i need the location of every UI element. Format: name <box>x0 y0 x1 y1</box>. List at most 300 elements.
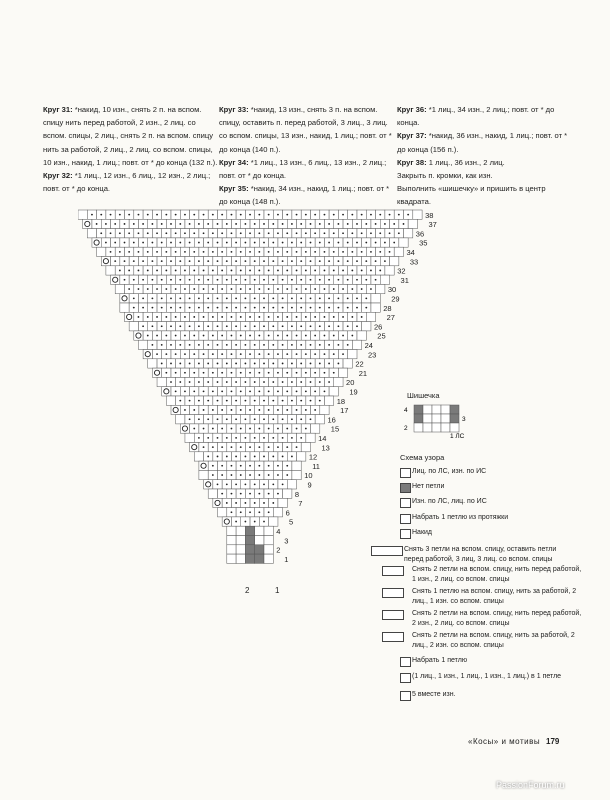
purl-dot <box>235 363 237 365</box>
purl-dot <box>351 316 353 318</box>
purl-dot <box>128 288 130 290</box>
purl-dot <box>207 279 209 281</box>
purl-dot <box>198 260 200 262</box>
purl-dot <box>226 502 228 504</box>
purl-dot <box>105 242 107 244</box>
instruction-paragraph <box>43 103 218 169</box>
purl-dot <box>277 251 279 253</box>
purl-dot <box>207 297 209 299</box>
purl-dot <box>384 260 386 262</box>
purl-dot <box>231 270 233 272</box>
purl-dot <box>152 344 154 346</box>
purl-dot <box>258 288 260 290</box>
instructions-column-3 <box>397 103 577 209</box>
purl-dot <box>226 242 228 244</box>
purl-dot <box>212 214 214 216</box>
purl-dot <box>203 270 205 272</box>
purl-dot <box>254 381 256 383</box>
chart-cell <box>236 545 245 554</box>
purl-dot <box>379 251 381 253</box>
purl-dot <box>175 372 177 374</box>
purl-dot <box>291 297 293 299</box>
purl-dot <box>212 446 214 448</box>
chart-cell <box>255 536 264 545</box>
purl-dot <box>310 325 312 327</box>
purl-dot <box>305 409 307 411</box>
purl-dot <box>221 232 223 234</box>
chart-cell <box>352 340 361 349</box>
chart-cell <box>366 312 375 321</box>
purl-dot <box>263 297 265 299</box>
purl-dot <box>361 251 363 253</box>
purl-dot <box>245 260 247 262</box>
purl-dot <box>249 474 251 476</box>
round-label: Круг 35: <box>219 184 249 194</box>
chart-cell <box>218 508 227 517</box>
purl-dot <box>319 223 321 225</box>
purl-dot <box>147 316 149 318</box>
chart-cell <box>180 424 189 433</box>
purl-dot <box>384 223 386 225</box>
purl-dot <box>268 372 270 374</box>
purl-dot <box>338 260 340 262</box>
chart-cell <box>152 368 161 377</box>
purl-dot <box>114 223 116 225</box>
purl-dot <box>124 242 126 244</box>
purl-dot <box>254 502 256 504</box>
purl-dot <box>212 372 214 374</box>
legend-text: Набрать 1 петлю <box>412 657 468 664</box>
purl-dot <box>268 353 270 355</box>
purl-dot <box>319 242 321 244</box>
purl-dot <box>245 400 247 402</box>
purl-dot <box>338 279 340 281</box>
watermark: PassionForum.ru <box>496 780 565 790</box>
purl-dot <box>291 456 293 458</box>
purl-dot <box>184 335 186 337</box>
chart-cell <box>120 303 129 312</box>
purl-dot <box>263 483 265 485</box>
purl-dot <box>268 446 270 448</box>
purl-dot <box>165 232 167 234</box>
purl-dot <box>268 214 270 216</box>
purl-dot <box>235 418 237 420</box>
purl-dot <box>403 223 405 225</box>
purl-dot <box>272 418 274 420</box>
purl-dot <box>291 381 293 383</box>
purl-dot <box>351 270 353 272</box>
chart-cell <box>143 350 152 359</box>
purl-dot <box>207 344 209 346</box>
purl-dot <box>240 353 242 355</box>
chart-cell <box>176 415 185 424</box>
row-number: 37 <box>428 220 437 230</box>
purl-dot <box>221 335 223 337</box>
chart-cell <box>306 433 315 442</box>
purl-dot <box>342 353 344 355</box>
purl-dot <box>347 344 349 346</box>
purl-dot <box>365 242 367 244</box>
purl-dot <box>291 344 293 346</box>
purl-dot <box>203 409 205 411</box>
purl-dot <box>365 223 367 225</box>
purl-dot <box>291 260 293 262</box>
legend-symbol <box>400 691 411 701</box>
purl-dot <box>314 316 316 318</box>
purl-dot <box>291 325 293 327</box>
round-label: Круг 31: <box>43 105 73 114</box>
purl-dot <box>161 279 163 281</box>
purl-dot <box>370 251 372 253</box>
purl-dot <box>245 223 247 225</box>
chart-cell <box>297 452 306 461</box>
purl-dot <box>179 344 181 346</box>
purl-dot <box>249 288 251 290</box>
chart-cell <box>87 229 96 238</box>
row-number: 2 <box>276 545 281 555</box>
purl-dot <box>193 372 195 374</box>
purl-dot <box>342 214 344 216</box>
purl-dot <box>319 400 321 402</box>
purl-dot <box>314 214 316 216</box>
purl-dot <box>179 363 181 365</box>
purl-dot <box>249 446 251 448</box>
purl-dot <box>114 242 116 244</box>
purl-dot <box>249 372 251 374</box>
purl-dot <box>221 214 223 216</box>
purl-dot <box>240 251 242 253</box>
instructions-column-2 <box>219 103 396 209</box>
purl-dot <box>272 260 274 262</box>
chart-cell <box>329 387 338 396</box>
purl-dot <box>305 288 307 290</box>
bobble-title: Шишечка <box>407 391 440 400</box>
purl-dot <box>282 381 284 383</box>
row-number: 34 <box>406 248 415 257</box>
purl-dot <box>277 232 279 234</box>
purl-dot <box>152 325 154 327</box>
purl-dot <box>212 474 214 476</box>
row-number: 15 <box>330 424 340 434</box>
instruction-paragraph <box>397 103 577 129</box>
purl-dot <box>207 381 209 383</box>
purl-dot <box>305 390 307 392</box>
purl-dot <box>305 270 307 272</box>
purl-dot <box>291 223 293 225</box>
row-number: 32 <box>397 266 406 276</box>
chart-cell <box>106 266 115 275</box>
purl-dot <box>193 409 195 411</box>
purl-dot <box>142 325 144 327</box>
purl-dot <box>328 307 330 309</box>
column-number: 2 <box>245 586 250 595</box>
purl-dot <box>370 214 372 216</box>
purl-dot <box>184 372 186 374</box>
purl-dot <box>226 297 228 299</box>
purl-dot <box>165 214 167 216</box>
purl-dot <box>226 381 228 383</box>
purl-dot <box>175 251 177 253</box>
purl-dot <box>207 418 209 420</box>
chart-cell <box>315 415 324 424</box>
purl-dot <box>207 437 209 439</box>
purl-dot <box>272 344 274 346</box>
purl-dot <box>235 307 237 309</box>
purl-dot <box>147 251 149 253</box>
legend-symbol <box>382 610 404 620</box>
purl-dot <box>198 223 200 225</box>
purl-dot <box>342 251 344 253</box>
row-number: 26 <box>373 322 383 332</box>
purl-dot <box>300 297 302 299</box>
bobble-cell <box>432 405 441 414</box>
purl-dot <box>351 288 353 290</box>
purl-dot <box>314 232 316 234</box>
purl-dot <box>319 381 321 383</box>
purl-dot <box>231 493 233 495</box>
purl-dot <box>198 437 200 439</box>
chart-cell <box>185 433 194 442</box>
purl-dot <box>365 279 367 281</box>
row-number: 12 <box>308 452 318 462</box>
purl-dot <box>272 242 274 244</box>
purl-dot <box>282 418 284 420</box>
chart-cell <box>334 377 343 386</box>
purl-dot <box>226 344 228 346</box>
purl-dot <box>296 316 298 318</box>
purl-dot <box>258 428 260 430</box>
purl-dot <box>277 270 279 272</box>
purl-dot <box>277 474 279 476</box>
purl-dot <box>370 288 372 290</box>
purl-dot <box>245 307 247 309</box>
row-number: 35 <box>419 238 428 248</box>
row-number: 13 <box>321 443 330 453</box>
purl-dot <box>310 418 312 420</box>
purl-dot <box>249 493 251 495</box>
purl-dot <box>217 344 219 346</box>
purl-dot <box>277 446 279 448</box>
purl-dot <box>324 335 326 337</box>
row-number: 29 <box>391 294 400 304</box>
row-number: 28 <box>383 303 392 313</box>
chart-cell <box>111 275 120 284</box>
purl-dot <box>282 242 284 244</box>
chart-cell <box>208 489 217 498</box>
chart-cell <box>394 247 403 256</box>
purl-dot <box>328 381 330 383</box>
row-number: 3 <box>284 536 289 546</box>
purl-dot <box>328 223 330 225</box>
purl-dot <box>296 390 298 392</box>
purl-dot <box>291 242 293 244</box>
legend-symbol <box>382 566 404 576</box>
purl-dot <box>179 260 181 262</box>
purl-dot <box>240 465 242 467</box>
row-number: 4 <box>276 527 281 536</box>
purl-dot <box>263 437 265 439</box>
purl-dot <box>189 363 191 365</box>
purl-dot <box>152 279 154 281</box>
purl-dot <box>310 381 312 383</box>
purl-dot <box>138 270 140 272</box>
round-text: *накид, 13 изн., снять 3 п. на вспом. спицу, оставить п. перед работой, 3 лиц., 3 лиц. со вспом. спицы, 13 изн., накид, 1 лиц.; повт. от * до конца (140 п.). <box>219 105 392 154</box>
purl-dot <box>138 232 140 234</box>
chart-cell <box>190 443 199 452</box>
round-label: Круг 36: <box>397 105 427 114</box>
purl-dot <box>217 297 219 299</box>
purl-dot <box>263 307 265 309</box>
bobble-chart <box>400 400 470 445</box>
chart-cell <box>320 405 329 414</box>
purl-dot <box>156 353 158 355</box>
purl-dot <box>193 251 195 253</box>
page-number: 179 <box>546 737 560 746</box>
purl-dot <box>263 279 265 281</box>
purl-dot <box>203 251 205 253</box>
chart-cell <box>236 536 245 545</box>
purl-dot <box>258 353 260 355</box>
chart-cell <box>380 275 389 284</box>
purl-dot <box>235 242 237 244</box>
purl-dot <box>198 297 200 299</box>
purl-dot <box>226 418 228 420</box>
purl-dot <box>258 474 260 476</box>
round-label: Круг 37: <box>397 131 427 141</box>
legend-symbol <box>400 529 411 539</box>
purl-dot <box>305 372 307 374</box>
chart-cell <box>292 461 301 470</box>
round-label: Круг 32: <box>43 171 73 181</box>
bobble-cell <box>450 414 459 423</box>
purl-dot <box>133 260 135 262</box>
purl-dot <box>375 260 377 262</box>
purl-dot <box>240 270 242 272</box>
purl-dot <box>370 270 372 272</box>
purl-dot <box>342 270 344 272</box>
purl-dot <box>300 260 302 262</box>
purl-dot <box>314 390 316 392</box>
chart-cell <box>371 303 380 312</box>
instructions-column-1 <box>43 103 218 195</box>
purl-dot <box>268 251 270 253</box>
purl-dot <box>342 288 344 290</box>
purl-dot <box>110 214 112 216</box>
purl-dot <box>333 335 335 337</box>
purl-dot <box>272 437 274 439</box>
purl-dot <box>156 251 158 253</box>
purl-dot <box>249 428 251 430</box>
chart-cell <box>125 312 134 321</box>
purl-dot <box>207 260 209 262</box>
purl-dot <box>356 260 358 262</box>
round-text: *накид, 10 изн., снять 2 п. на вспом. спицу нить перед работой, 2 изн., 2 лиц. со вспом. спицы, 2 лиц., снять 2 п. на вспом. спицу нить за работой, 2 лиц., 2 лиц. со вспом. спицы, 10 изн., накид, 1 лиц.; повт. от * до конца (132 п.). <box>43 105 218 167</box>
purl-dot <box>393 242 395 244</box>
purl-dot <box>207 307 209 309</box>
chart-cell <box>362 322 371 331</box>
bobble-cell <box>423 423 432 432</box>
purl-dot <box>221 474 223 476</box>
purl-dot <box>333 353 335 355</box>
purl-dot <box>407 214 409 216</box>
purl-dot <box>254 400 256 402</box>
purl-dot <box>333 270 335 272</box>
purl-dot <box>152 260 154 262</box>
purl-dot <box>147 335 149 337</box>
purl-dot <box>165 353 167 355</box>
purl-dot <box>226 483 228 485</box>
bobble-cell <box>450 405 459 414</box>
purl-dot <box>351 214 353 216</box>
round-text: *1 лиц., 34 изн., 2 лиц.; повт. от * до конца. <box>397 105 555 128</box>
purl-dot <box>342 316 344 318</box>
legend-symbol <box>371 546 403 556</box>
purl-dot <box>221 446 223 448</box>
purl-dot <box>110 232 112 234</box>
purl-dot <box>389 232 391 234</box>
purl-dot <box>133 223 135 225</box>
purl-dot <box>165 372 167 374</box>
purl-dot <box>268 270 270 272</box>
chart-cell <box>399 238 408 247</box>
purl-dot <box>272 325 274 327</box>
legend-text: Накид <box>412 529 433 536</box>
chart-cell <box>138 340 147 349</box>
purl-dot <box>240 390 242 392</box>
purl-dot <box>277 316 279 318</box>
purl-dot <box>300 381 302 383</box>
purl-dot <box>212 390 214 392</box>
purl-dot <box>282 400 284 402</box>
purl-dot <box>328 279 330 281</box>
purl-dot <box>231 511 233 513</box>
purl-dot <box>226 325 228 327</box>
purl-dot <box>170 242 172 244</box>
purl-dot <box>356 297 358 299</box>
purl-dot <box>179 223 181 225</box>
purl-dot <box>310 297 312 299</box>
purl-dot <box>161 297 163 299</box>
purl-dot <box>310 400 312 402</box>
chart-cell <box>287 480 296 489</box>
purl-dot <box>272 502 274 504</box>
purl-dot <box>217 400 219 402</box>
purl-dot <box>365 297 367 299</box>
purl-dot <box>254 307 256 309</box>
purl-dot <box>319 260 321 262</box>
purl-dot <box>282 297 284 299</box>
purl-dot <box>235 325 237 327</box>
purl-dot <box>119 214 121 216</box>
purl-dot <box>272 483 274 485</box>
purl-dot <box>91 214 93 216</box>
purl-dot <box>198 400 200 402</box>
chart-cell <box>385 266 394 275</box>
bobble-cell <box>432 414 441 423</box>
purl-dot <box>245 344 247 346</box>
purl-dot <box>338 363 340 365</box>
purl-dot <box>272 381 274 383</box>
purl-dot <box>142 279 144 281</box>
chart-cell <box>83 219 92 228</box>
purl-dot <box>263 456 265 458</box>
purl-dot <box>258 446 260 448</box>
purl-dot <box>245 279 247 281</box>
purl-dot <box>165 288 167 290</box>
chart-cell <box>129 322 138 331</box>
purl-dot <box>179 297 181 299</box>
chart-cell <box>264 554 273 563</box>
